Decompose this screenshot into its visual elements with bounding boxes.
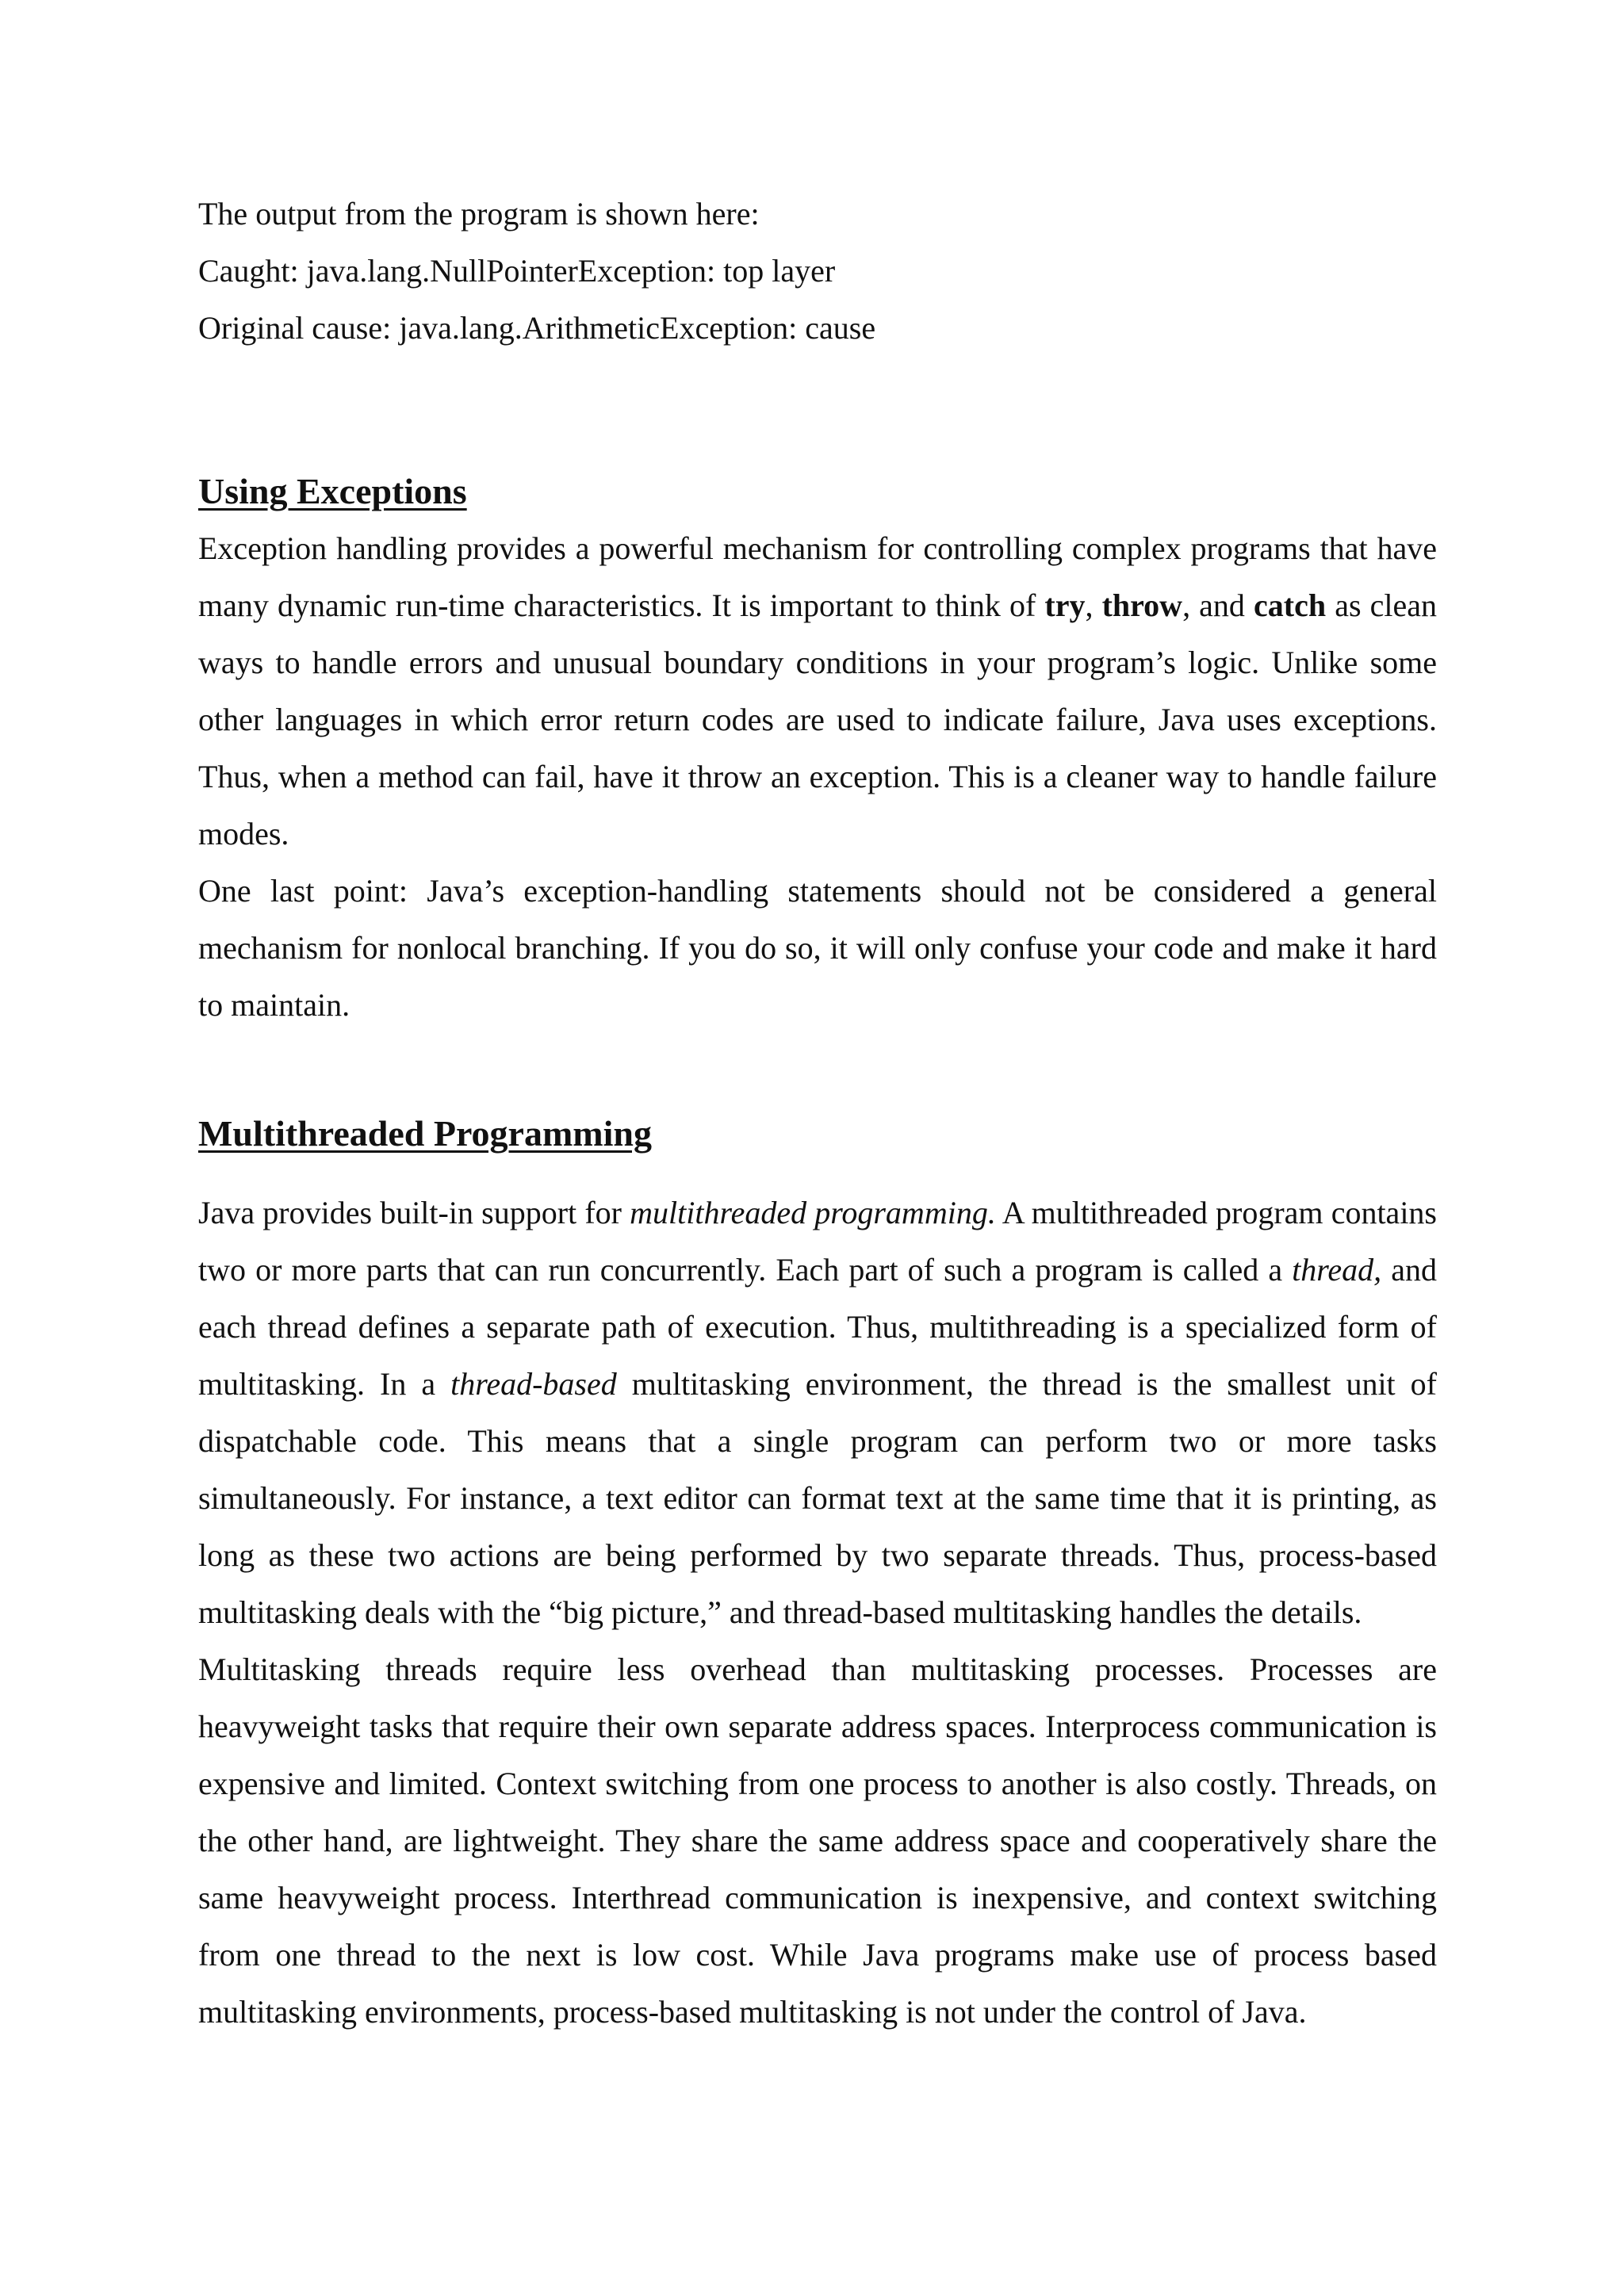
keyword-try: try	[1044, 587, 1086, 623]
text-run: multitasking environment, the thread is the smallest unit of dispatchable code. This means that a single program can perform two or more tasks simultaneously. For instance, a text editor can format text at the same time that it is printing, as long as these two actions are being performed by two separate threads. Thus, process-based multitasking deals with the “big picture,” and thread-based multitasking handles the details.	[198, 1366, 1437, 1630]
paragraph-one-last-point: One last point: Java’s exception-handling statements should not be considered a general mechanism for nonlocal branching. If you do so, it will only confuse your code and make it hard to maintain.	[198, 873, 1437, 1023]
emphasis-thread: thread,	[1292, 1252, 1382, 1288]
spacer	[198, 357, 1437, 463]
spacer	[198, 1034, 1437, 1105]
output-intro-line: The output from the program is shown here:	[198, 196, 760, 232]
spacer	[198, 1162, 1437, 1184]
paragraph-java-multithreading	[198, 1184, 1437, 1641]
text-run: Exception handling provides a powerful mechanism for controlling complex programs that have many dynamic run-time characteristics. It is important to think of	[198, 530, 1437, 623]
program-output-block	[198, 186, 1437, 357]
paragraph-multitasking-threads: Multitasking threads require less overhead than multitasking processes. Processes are heavyweight tasks that require their own separate address spaces. Interprocess communication is expensive and limited. Context switching from one process to another is also costly. Threads, on the other hand, are lightweight. They share the same address space and cooperatively share the same heavyweight process. Interthread communication is inexpensive, and context switching from one thread to the next is low cost. While Java programs make use of process based multitasking environments, process-based multitasking is not under the control of Java.	[198, 1651, 1437, 2030]
emphasis-thread-based: thread-based	[450, 1366, 617, 1402]
paragraph-exception-handling	[198, 520, 1437, 863]
keyword-throw: throw	[1101, 587, 1183, 623]
text-run: Java provides built-in support for	[198, 1195, 630, 1230]
text-run: A multithreaded program contains two or more parts that can run concurrently. Each part of such a program is called a	[198, 1195, 1437, 1288]
page-content	[198, 186, 1437, 2041]
output-line-original-cause: Original cause: java.lang.ArithmeticException: cause	[198, 310, 876, 346]
text-run: and each thread defines a separate path of execution. Thus, multithreading is a specialized form of multitasking. In a	[198, 1252, 1437, 1402]
keyword-catch: catch	[1254, 587, 1327, 623]
text-run: as clean ways to handle errors and unusual boundary conditions in your program’s logic. Unlike some other languages in which error return codes are used to indicate failure, Java uses exceptions. Thus, when a method can fail, have it throw an exception. This is a cleaner way to handle failure modes.	[198, 587, 1438, 851]
text-run: , and	[1182, 587, 1254, 623]
text-run: ,	[1085, 587, 1102, 623]
heading-using-exceptions: Using Exceptions	[198, 471, 467, 511]
output-line-caught: Caught: java.lang.NullPointerException: top layer	[198, 253, 836, 289]
heading-multithreaded-programming: Multithreaded Programming	[198, 1113, 652, 1154]
emphasis-multithreaded-programming: multithreaded programming.	[630, 1195, 996, 1230]
